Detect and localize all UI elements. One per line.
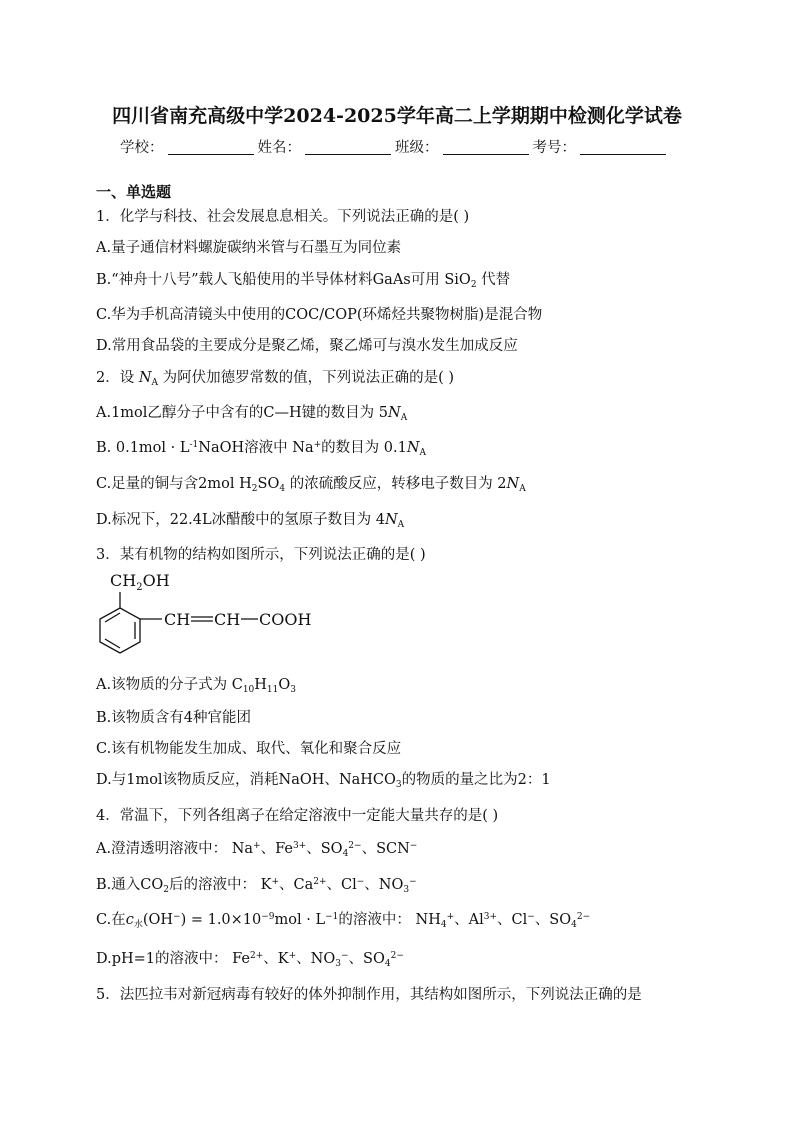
q3-option-b: B.该物质含有4种官能团 (96, 710, 251, 726)
q3-option-a: A.该物质的分子式为 $C_{10}H_{11}O_3$ (96, 677, 296, 695)
number-label: 考号： (532, 140, 576, 156)
q4-option-a: A.澄清透明溶液中： Na+、$Fe^{3+}$、$SO_4^{2-}$、SCN− (96, 841, 418, 859)
section-heading: 一、单选题 (96, 183, 172, 201)
q1-option-d: D.常用食品袋的主要成分是聚乙烯，聚乙烯可与溴水发生加成反应 (96, 338, 518, 354)
number-field[interactable] (580, 139, 666, 155)
q4-option-d: D.pH=1的溶液中： $Fe^{2+}$、K+、$NO_3^-$、$SO_4^{2-}$ (96, 951, 404, 969)
q3-option-c: C.该有机物能发生加成、取代、氧化和聚合反应 (96, 741, 402, 757)
q2-option-d: D.标况下，22.4L冰醋酸中的氢原子数目为 $4N_A$ (96, 512, 405, 530)
q3-stem: 3．某有机物的结构如图所示，下列说法正确的是( ) (96, 547, 426, 563)
name-label: 姓名： (257, 140, 301, 156)
q1-option-b: B.“神舟十八号”载人飞船使用的半导体材料GaAs可用 SiO$_2$ 代替 (96, 272, 511, 290)
q4-option-b: B.通入$CO_2$后的溶液中： K+、$Ca^{2+}$、Cl−、$NO_3^-$ (96, 877, 417, 895)
class-label: 班级： (395, 140, 439, 156)
q5-stem: 5．法匹拉韦对新冠病毒有较好的体外抑制作用，其结构如图所示，下列说法正确的是 (96, 987, 642, 1003)
school-label: 学校： (120, 140, 164, 156)
q2-option-c: C.足量的铜与含2mol $H_2SO_4$ 的浓硫酸反应，转移电子数目为 $2N_A$ (96, 476, 526, 494)
student-info-row (120, 136, 670, 157)
q1-option-c: C.华为手机高清镜头中使用的COC/COP(环烯烃共聚物树脂)是混合物 (96, 307, 543, 323)
q2-option-a: A.1mol乙醇分子中含有的C—H键的数目为 $5N_A$ (96, 405, 408, 423)
class-field[interactable] (443, 139, 529, 155)
svg-text:CH: CH (214, 610, 241, 629)
q1-stem: 1．化学与科技、社会发展息息相关。下列说法正确的是( ) (96, 209, 470, 225)
q4-option-c: C.在$c_水(OH^-) = 1.0\times 10^{-9}mol \cdot L^{-1}$的溶液中： $NH_4^+$、$Al^{3+}$、Cl−、$SO_4^{2-}$ (96, 912, 591, 930)
svg-text:CH: CH (164, 610, 191, 629)
name-field[interactable] (305, 139, 391, 155)
page-title: 四川省南充高级中学2024-2025学年高二上学期期中检测化学试卷 (112, 105, 682, 127)
school-field[interactable] (168, 139, 254, 155)
q2-stem: 2．设 $N_A$ 为阿伏加德罗常数的值，下列说法正确的是( ) (96, 370, 455, 388)
svg-text:CH2OH: $CH_2OH$ (110, 571, 170, 593)
q2-option-b: B. $0.1mol \cdot L^{-1}NaOH$溶液中 Na+的数目为 $0.1N_A$ (96, 440, 427, 458)
structure-diagram (96, 566, 336, 662)
q4-stem: 4．常温下，下列各组离子在给定溶液中一定能大量共存的是( ) (96, 808, 499, 824)
q3-option-d: D.与1mol该物质反应，消耗NaOH、NaHCO$_3$的物质的量之比为2：1 (96, 772, 551, 790)
q1-option-a: A.量子通信材料螺旋碳纳米管与石墨互为同位素 (96, 240, 402, 256)
svg-text:COOH: COOH (259, 610, 312, 629)
